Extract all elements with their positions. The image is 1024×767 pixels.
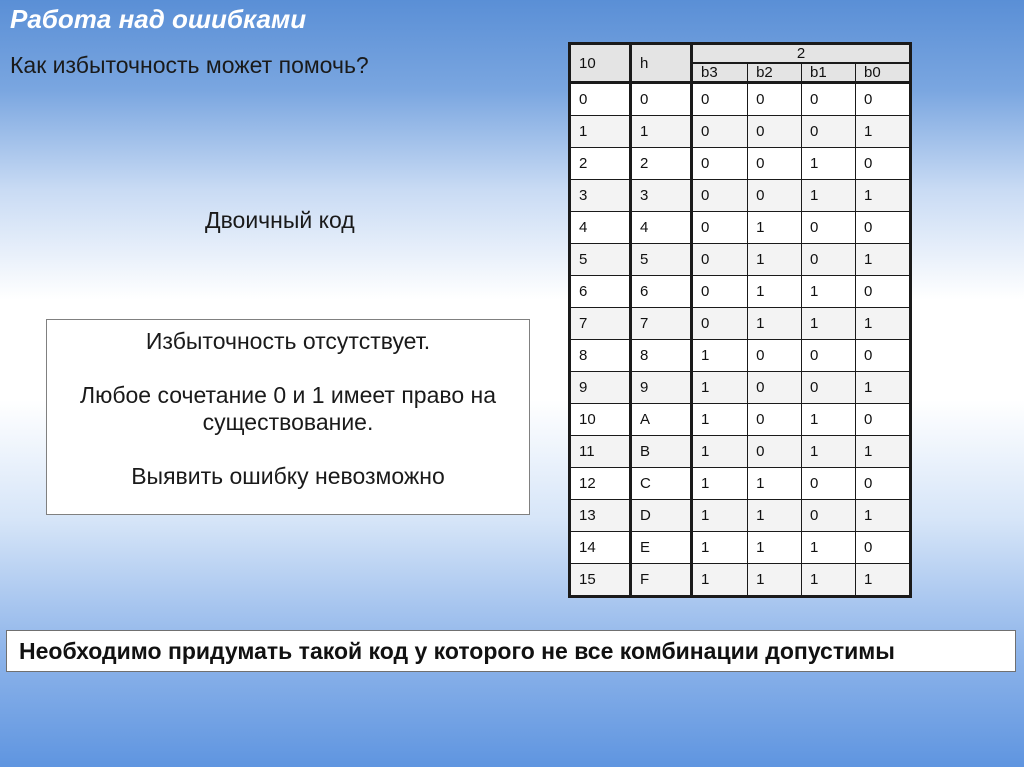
cell-decimal: 2 [571, 148, 631, 180]
table-row [571, 563, 910, 595]
cell-b0: 1 [856, 243, 910, 275]
cell-hex: 4 [631, 212, 692, 244]
note-line-error-undetectable: Выявить ошибку невозможно [131, 463, 445, 489]
header-bit: b3 [692, 63, 748, 83]
note-line-no-redundancy: Избыточность отсутствует. [145, 328, 431, 354]
cell-b2: 0 [748, 83, 802, 116]
table-row [571, 180, 910, 212]
cell-b2: 1 [748, 275, 802, 307]
slide-subtitle: Как избыточность может помочь? [10, 52, 369, 78]
cell-b1: 0 [802, 83, 856, 116]
cell-b0: 0 [856, 148, 910, 180]
cell-b2: 0 [748, 435, 802, 467]
table-row [571, 467, 910, 499]
cell-hex: 0 [631, 83, 692, 116]
table-row [571, 371, 910, 403]
cell-hex: E [631, 531, 692, 563]
cell-b3: 0 [692, 83, 748, 116]
cell-b1: 0 [802, 243, 856, 275]
cell-b0: 1 [856, 371, 910, 403]
header-bit: b1 [802, 63, 856, 83]
cell-decimal: 12 [571, 467, 631, 499]
cell-hex: C [631, 467, 692, 499]
cell-b1: 0 [802, 371, 856, 403]
header-hex: h [631, 45, 692, 83]
cell-hex: 8 [631, 339, 692, 371]
cell-b2: 0 [748, 116, 802, 148]
cell-decimal: 13 [571, 499, 631, 531]
table-row [571, 148, 910, 180]
cell-b3: 1 [692, 339, 748, 371]
cell-b0: 0 [856, 403, 910, 435]
cell-b0: 0 [856, 339, 910, 371]
cell-b1: 1 [802, 563, 856, 595]
cell-b2: 1 [748, 531, 802, 563]
cell-b1: 1 [802, 403, 856, 435]
cell-b3: 1 [692, 403, 748, 435]
cell-decimal: 10 [571, 403, 631, 435]
cell-decimal: 0 [571, 83, 631, 116]
cell-b1: 0 [802, 499, 856, 531]
binary-code-label: Двоичный код [205, 207, 355, 233]
cell-hex: A [631, 403, 692, 435]
header-bit: b0 [856, 63, 910, 83]
cell-b1: 1 [802, 307, 856, 339]
cell-b2: 1 [748, 243, 802, 275]
table-row [571, 212, 910, 244]
cell-decimal: 8 [571, 339, 631, 371]
cell-b3: 0 [692, 212, 748, 244]
cell-b3: 0 [692, 307, 748, 339]
cell-b0: 0 [856, 83, 910, 116]
cell-hex: B [631, 435, 692, 467]
table-row [571, 116, 910, 148]
table-row [571, 499, 910, 531]
cell-hex: 2 [631, 148, 692, 180]
cell-hex: 9 [631, 371, 692, 403]
code-table-body [571, 83, 910, 596]
cell-b3: 0 [692, 116, 748, 148]
cell-b2: 1 [748, 307, 802, 339]
table-row [571, 275, 910, 307]
cell-hex: 1 [631, 116, 692, 148]
cell-b2: 1 [748, 499, 802, 531]
cell-decimal: 3 [571, 180, 631, 212]
cell-decimal: 5 [571, 243, 631, 275]
conclusion-box: Необходимо придумать такой код у которого не все комбинации допустимы [6, 630, 1016, 672]
cell-b3: 1 [692, 531, 748, 563]
cell-b3: 1 [692, 563, 748, 595]
header-bit: b2 [748, 63, 802, 83]
note-line-any-combination: Любое сочетание 0 и 1 имеет право на существование. [79, 382, 497, 435]
cell-hex: F [631, 563, 692, 595]
cell-decimal: 4 [571, 212, 631, 244]
cell-b0: 1 [856, 180, 910, 212]
cell-decimal: 11 [571, 435, 631, 467]
cell-hex: 3 [631, 180, 692, 212]
cell-b3: 0 [692, 275, 748, 307]
cell-b1: 0 [802, 339, 856, 371]
table-row [571, 307, 910, 339]
cell-b3: 0 [692, 180, 748, 212]
cell-b2: 1 [748, 563, 802, 595]
cell-hex: 7 [631, 307, 692, 339]
cell-b3: 1 [692, 467, 748, 499]
cell-b1: 0 [802, 212, 856, 244]
code-table [570, 44, 910, 596]
cell-b1: 1 [802, 180, 856, 212]
cell-b0: 0 [856, 467, 910, 499]
cell-b2: 0 [748, 403, 802, 435]
cell-b2: 1 [748, 212, 802, 244]
cell-b0: 0 [856, 531, 910, 563]
cell-b1: 0 [802, 467, 856, 499]
cell-b3: 0 [692, 243, 748, 275]
cell-hex: 5 [631, 243, 692, 275]
cell-b2: 0 [748, 339, 802, 371]
cell-decimal: 7 [571, 307, 631, 339]
cell-b0: 1 [856, 563, 910, 595]
cell-b3: 1 [692, 499, 748, 531]
cell-b3: 0 [692, 148, 748, 180]
cell-b1: 1 [802, 435, 856, 467]
cell-b2: 0 [748, 148, 802, 180]
table-row [571, 339, 910, 371]
cell-b1: 1 [802, 148, 856, 180]
redundancy-note-box [46, 319, 530, 515]
code-table-container [568, 42, 912, 598]
cell-b0: 0 [856, 275, 910, 307]
cell-b1: 1 [802, 275, 856, 307]
cell-b0: 1 [856, 116, 910, 148]
table-row [571, 403, 910, 435]
cell-b0: 0 [856, 212, 910, 244]
cell-b2: 1 [748, 467, 802, 499]
cell-decimal: 1 [571, 116, 631, 148]
cell-b0: 1 [856, 307, 910, 339]
cell-hex: 6 [631, 275, 692, 307]
cell-b1: 1 [802, 531, 856, 563]
cell-b2: 0 [748, 180, 802, 212]
cell-hex: D [631, 499, 692, 531]
cell-b2: 0 [748, 371, 802, 403]
cell-b0: 1 [856, 435, 910, 467]
cell-b1: 0 [802, 116, 856, 148]
table-row [571, 435, 910, 467]
cell-decimal: 14 [571, 531, 631, 563]
header-binary: 2 [692, 45, 910, 64]
header-decimal: 10 [571, 45, 631, 83]
slide-title: Работа над ошибками [10, 4, 307, 34]
table-row [571, 531, 910, 563]
cell-b3: 1 [692, 371, 748, 403]
cell-decimal: 15 [571, 563, 631, 595]
cell-decimal: 6 [571, 275, 631, 307]
cell-b3: 1 [692, 435, 748, 467]
table-row [571, 83, 910, 116]
table-row [571, 243, 910, 275]
cell-decimal: 9 [571, 371, 631, 403]
cell-b0: 1 [856, 499, 910, 531]
